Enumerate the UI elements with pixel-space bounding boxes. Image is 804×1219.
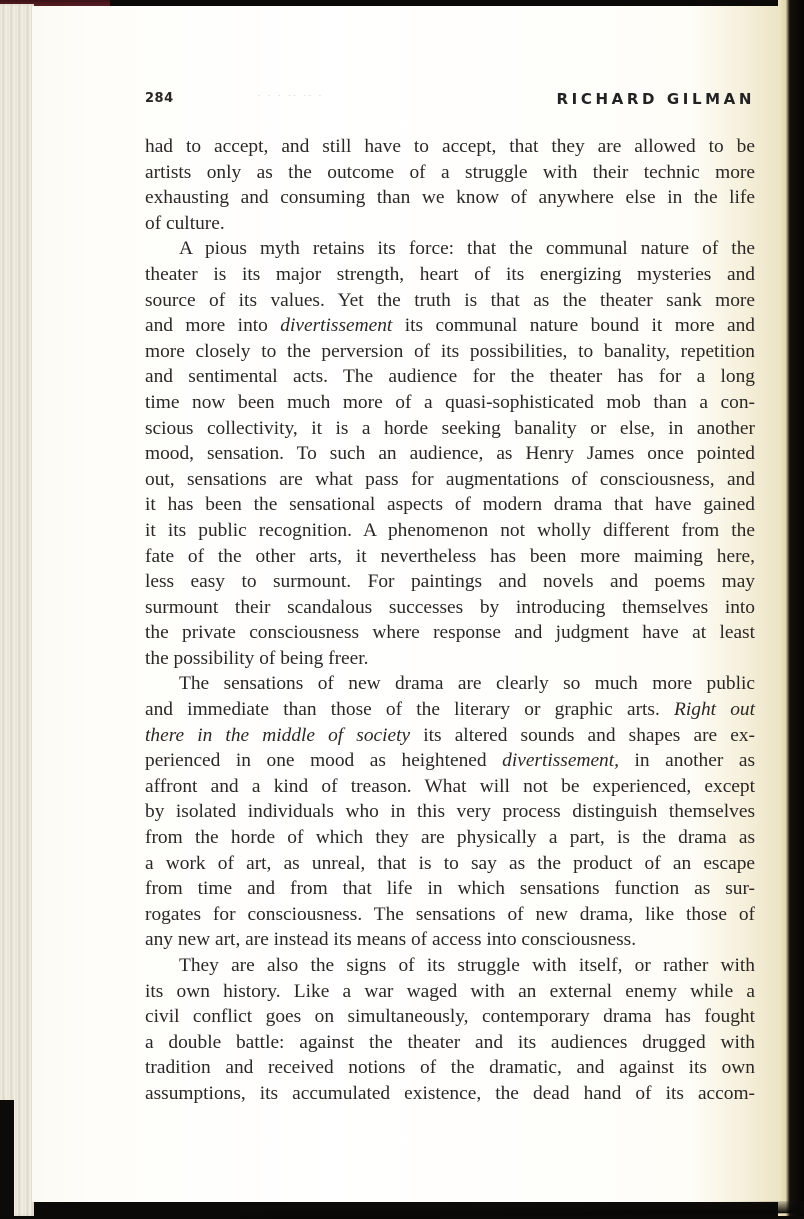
text-line: artists only as the outcome of a struggle with their technic more bbox=[145, 161, 755, 183]
bottom-shadow bbox=[240, 1201, 804, 1219]
text-line: a double battle: against the theater and its audiences drugged with bbox=[145, 1031, 755, 1053]
text-line: less easy to surmount. For paintings and novels and poems may bbox=[145, 571, 755, 593]
page-number: 284 bbox=[145, 91, 174, 106]
text-line: the private consciousness where response and judgment have at least bbox=[145, 622, 755, 644]
text-line: affront and a kind of treason. What will not be experienced, except bbox=[145, 775, 755, 797]
text-line: there in the middle of society its altered sounds and shapes are ex- bbox=[145, 724, 756, 746]
background-shadow bbox=[0, 1100, 14, 1216]
text-line: it its public recognition. A phenomenon not wholly different from the bbox=[145, 519, 755, 541]
text-line: scious collectivity, it is a horde seeking banality or else, in another bbox=[145, 417, 755, 439]
text-line: tradition and received notions of the dramatic, and against its own bbox=[145, 1057, 755, 1079]
author-running-head: RICHARD GILMAN bbox=[556, 90, 755, 108]
text-line: and sentimental acts. The audience for the theater has for a long bbox=[145, 366, 755, 388]
italic-phrase: divertissement, bbox=[502, 750, 619, 772]
text-line: and more into divertissement its communal nature bound it more and bbox=[145, 315, 755, 337]
text-line: from the horde of which they are physically a part, is the drama as bbox=[145, 827, 755, 849]
text-line: theater is its major strength, heart of its energizing mysteries and bbox=[145, 263, 755, 285]
text-line: surmount their scandalous successes by introducing themselves into bbox=[145, 596, 755, 618]
body-text bbox=[145, 134, 755, 1107]
text-line: its own history. Like a war waged with an external enemy while a bbox=[145, 980, 755, 1002]
running-head bbox=[145, 90, 755, 112]
text-line: They are also the signs of its struggle with itself, or rather with bbox=[179, 955, 755, 976]
text-line: civil conflict goes on simultaneously, contemporary drama has fought bbox=[145, 1006, 755, 1028]
page-stack-edge bbox=[0, 4, 34, 1216]
text-line: out, sensations are what pass for augmentations of consciousness, and bbox=[145, 468, 755, 490]
italic-phrase: Right out bbox=[674, 699, 755, 721]
text-line: fate of the other arts, it nevertheless has been more maiming here, bbox=[145, 545, 755, 567]
text-line: from time and from that life in which sensations function as sur- bbox=[145, 878, 755, 900]
italic-phrase: divertissement bbox=[280, 315, 393, 337]
italic-phrase: there in the middle of society bbox=[145, 724, 411, 746]
text-line: exhausting and consuming than we know of anywhere else in the life bbox=[145, 187, 755, 209]
text-line: A pious myth retains its force: that the communal nature of the bbox=[179, 238, 755, 260]
text-line: mood, sensation. To such an audience, as Henry James once pointed bbox=[145, 443, 755, 465]
text-line: rogates for consciousness. The sensations of new drama, like those of bbox=[145, 903, 755, 925]
text-line: The sensations of new drama are clearly so much more public bbox=[179, 673, 755, 695]
text-line: the possibility of being freer. bbox=[145, 647, 369, 669]
faint-show-through-mark: - - - -- -- - bbox=[258, 92, 324, 99]
text-line: by isolated individuals who in this very process distinguish themselves bbox=[145, 801, 755, 823]
text-line: and immediate than those of the literary or graphic arts. Right out bbox=[145, 699, 755, 721]
text-line: a work of art, as unreal, that is to say as the product of an escape bbox=[145, 852, 755, 874]
text-line: of culture. bbox=[145, 212, 225, 234]
text-line: time now been much more of a quasi-sophisticated mob than a con- bbox=[145, 391, 755, 413]
text-line: had to accept, and still have to accept, that they are allowed to be bbox=[145, 136, 755, 157]
text-line: perienced in one mood as heightened divertissement, in another as bbox=[145, 750, 756, 772]
text-line: any new art, are instead its means of access into consciousness. bbox=[145, 929, 637, 951]
text-line: source of its values. Yet the truth is that as the theater sank more bbox=[145, 289, 755, 311]
text-line: more closely to the perversion of its possibilities, to banality, repetition bbox=[145, 340, 755, 362]
page-right-edge bbox=[778, 0, 804, 1216]
text-line: it has been the sensational aspects of modern drama that have gained bbox=[145, 494, 755, 516]
text-line: assumptions, its accumulated existence, the dead hand of its accom- bbox=[145, 1082, 755, 1104]
